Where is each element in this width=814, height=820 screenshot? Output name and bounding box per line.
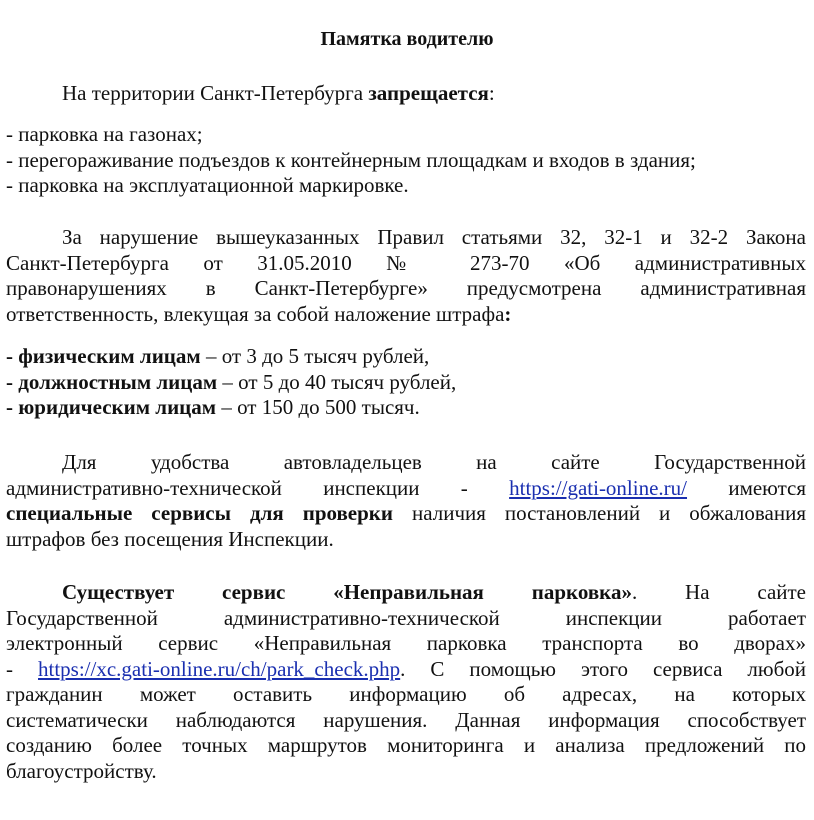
parking-line: созданию более точных маршрутов мониторинга и анализа предложений по <box>6 733 806 757</box>
services-line <box>6 476 806 502</box>
fine-amount: – от 150 до 500 тысяч. <box>216 395 420 419</box>
parking-line: благоустройству. <box>6 758 157 783</box>
fines-list <box>6 344 806 421</box>
parking-text: . На сайте <box>631 580 807 604</box>
services-line: Для удобства автовладельцев на сайте Государственной <box>62 450 806 474</box>
park-check-link[interactable]: https://xc.gati-online.ru/ch/park_check.php <box>38 656 401 681</box>
list-item <box>6 370 806 396</box>
fine-who: - должностным лицам <box>6 369 218 394</box>
parking-bold: Существует сервис «Неправильная парковка» <box>62 580 632 604</box>
services-text: наличия постановлений и обжалования <box>393 501 807 525</box>
parking-line <box>6 580 806 606</box>
services-bold: специальные сервисы для проверки <box>6 501 394 525</box>
fine-amount: – от 5 до 40 тысяч рублей, <box>217 369 457 394</box>
parking-line: Государственной административно-технической инспекции работает <box>6 605 806 630</box>
violation-line: ответственность, влекущая за собой наложение штрафа <box>6 301 505 326</box>
list-item: - перегораживание подъездов к контейнерным площадкам и входов в здания; <box>6 147 696 172</box>
violation-line: Санкт-Петербурга от 31.05.2010 № 273-70 «Об административных <box>6 250 806 275</box>
parking-text: - <box>6 656 38 681</box>
violation-colon: : <box>504 301 512 326</box>
services-line <box>6 501 806 527</box>
page-title: Памятка водителю <box>320 28 494 50</box>
intro-paragraph <box>6 81 806 107</box>
services-text: имеются <box>687 475 806 500</box>
parking-line: электронный сервис «Неправильная парковка транспорта во дворах» <box>6 631 806 655</box>
gati-link[interactable]: https://gati-online.ru/ <box>509 475 688 500</box>
violation-paragraph <box>6 225 806 327</box>
parking-line <box>6 657 806 683</box>
violation-line: За нарушение вышеуказанных Правил статьями 32, 32-1 и 32-2 Закона <box>62 225 806 249</box>
list-item <box>6 395 806 421</box>
services-line: штрафов без посещения Инспекции. <box>6 526 334 551</box>
violation-line: правонарушениях в Санкт-Петербурге» предусмотрена административная <box>6 276 806 300</box>
list-item: - парковка на газонах; <box>6 122 203 146</box>
intro-bold: запрещается <box>368 81 489 105</box>
fine-who: - юридическим лицам <box>6 395 217 419</box>
list-item <box>6 344 806 370</box>
list-item: - парковка на эксплуатационной маркировке. <box>6 173 409 197</box>
parking-line: систематически наблюдаются нарушения. Данная информация способствует <box>6 707 806 732</box>
parking-paragraph <box>6 580 806 784</box>
prohibited-list <box>6 122 806 199</box>
parking-text: . С помощью этого сервиса любой <box>400 656 806 681</box>
services-paragraph <box>6 450 806 552</box>
fine-who: - физическим лицам <box>6 344 201 368</box>
parking-line: гражданин может оставить информацию об адресах, на которых <box>6 682 806 706</box>
services-text: административно-технической инспекции - <box>6 475 510 500</box>
intro-tail: : <box>488 81 495 105</box>
fine-amount: – от 3 до 5 тысяч рублей, <box>200 344 430 368</box>
intro-text: На территории Санкт-Петербурга <box>62 81 369 105</box>
